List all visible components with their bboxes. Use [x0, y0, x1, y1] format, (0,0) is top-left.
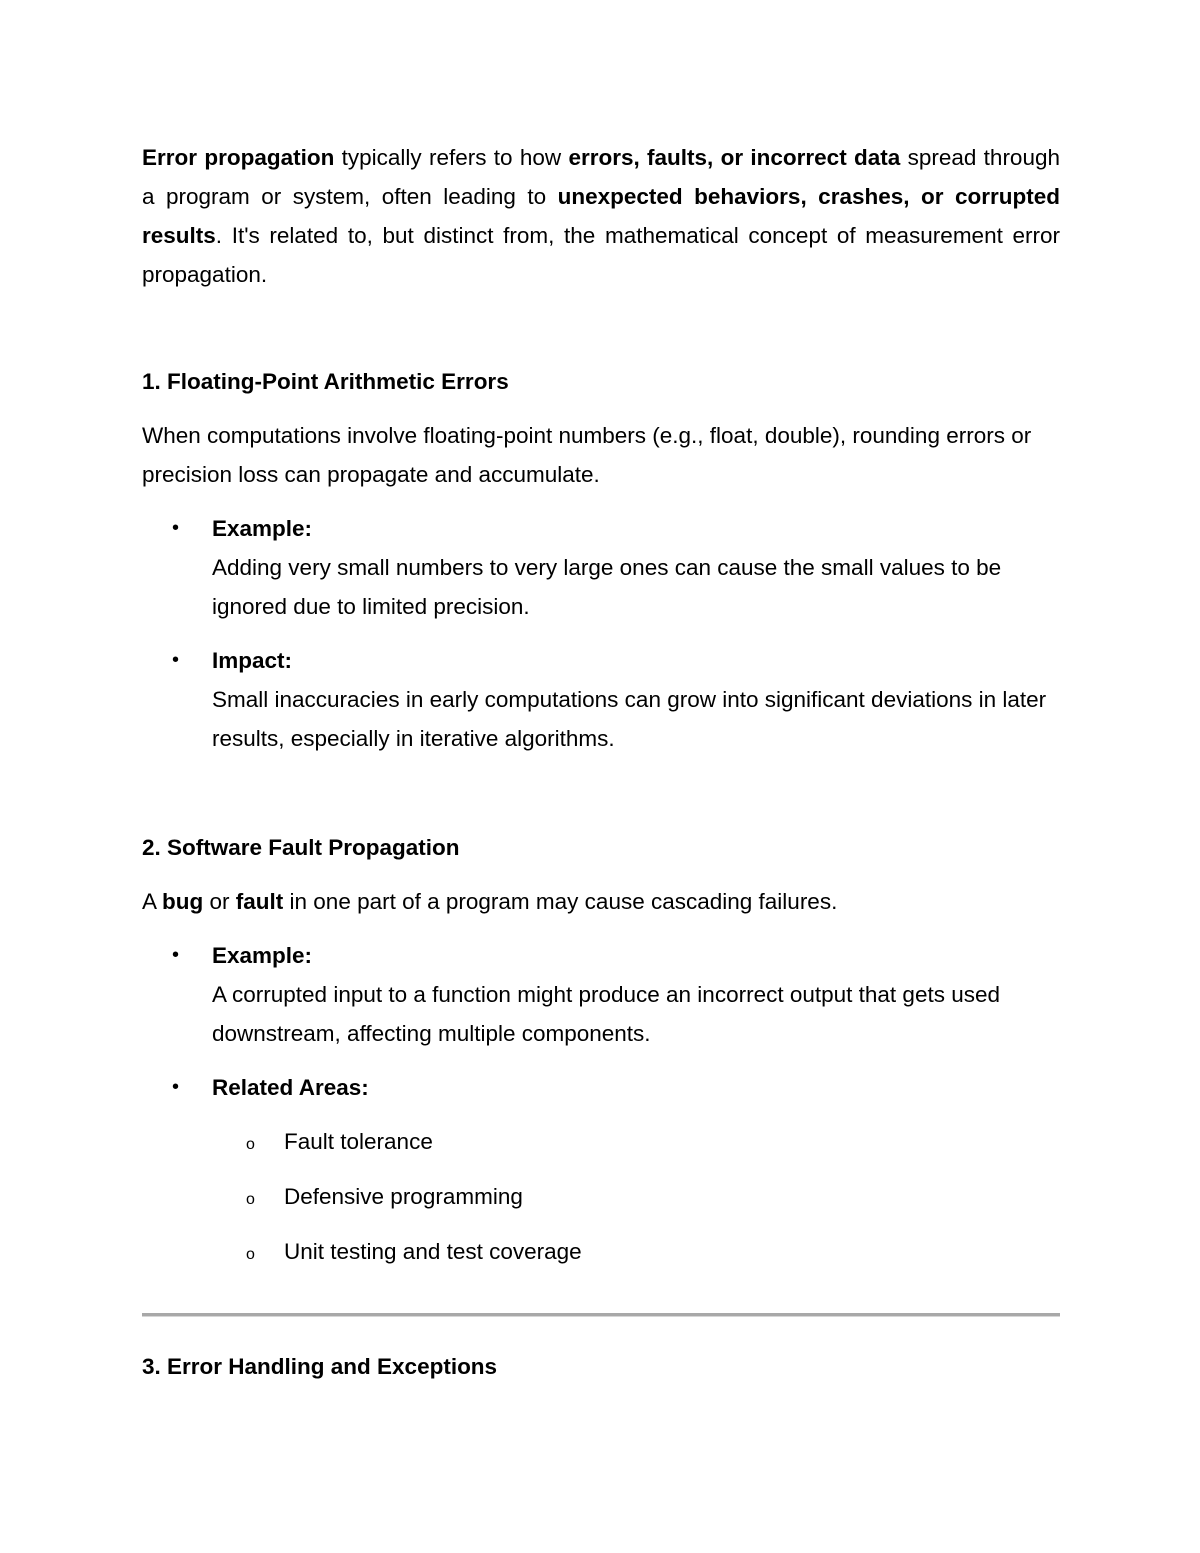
- intro-text: spread through a program or system, often leading to: [142, 145, 1060, 209]
- document-page: [142, 138, 1060, 1386]
- bullet-label: • Example:: [212, 943, 313, 968]
- list-item: [212, 509, 1060, 626]
- section2-text: or: [203, 889, 236, 914]
- intro-text: . It's related to, but distinct from, the mathematical concept of measurement error propagation.: [142, 223, 1060, 287]
- intro-term: Error propagation: [142, 145, 335, 170]
- section1-paragraph: When computations involve floating-point numbers (e.g., float, double), rounding errors or precision loss can propagate and accumulate.: [142, 423, 1032, 487]
- list-item: o Unit testing and test coverage: [284, 1232, 1060, 1271]
- list-item: [212, 641, 1060, 758]
- list-item: o Defensive programming: [284, 1177, 1060, 1216]
- intro-text: typically refers to how: [334, 145, 569, 170]
- section2-bullet-list: [142, 936, 1060, 1271]
- section-heading-software-fault: 2. Software Fault Propagation: [142, 835, 460, 860]
- bullet-text: A corrupted input to a function might produce an incorrect output that gets used downstream, affecting multiple components.: [212, 982, 1000, 1046]
- bullet-label: • Example:: [212, 516, 313, 541]
- section2-text: A: [142, 889, 163, 914]
- bullet-text: Adding very small numbers to very large ones can cause the small values to be ignored due to limited precision.: [212, 555, 1002, 619]
- bullet-label: • Impact:: [212, 648, 293, 673]
- intro-emphasis: errors, faults, or incorrect data: [568, 145, 901, 170]
- section-heading-floating-point: 1. Floating-Point Arithmetic Errors: [142, 369, 509, 394]
- section2-emphasis: bug: [162, 889, 204, 914]
- intro-paragraph: [142, 138, 1060, 294]
- intro-emphasis: unexpected behaviors, crashes, or corrupted results: [142, 184, 1060, 248]
- related-areas-list: [212, 1122, 1060, 1271]
- list-item: [212, 1068, 1060, 1271]
- section-heading-error-handling: 3. Error Handling and Exceptions: [142, 1354, 498, 1379]
- list-item: o Fault tolerance: [284, 1122, 1060, 1161]
- section2-paragraph: [142, 882, 1060, 921]
- bullet-label: • Related Areas:: [212, 1075, 369, 1100]
- list-item: [212, 936, 1060, 1053]
- section1-bullet-list: [142, 509, 1060, 758]
- section2-emphasis: fault: [235, 889, 284, 914]
- section2-text: in one part of a program may cause cascading failures.: [283, 889, 838, 914]
- bullet-text: Small inaccuracies in early computations can grow into significant deviations in later results, especially in iterative algorithms.: [212, 687, 1047, 751]
